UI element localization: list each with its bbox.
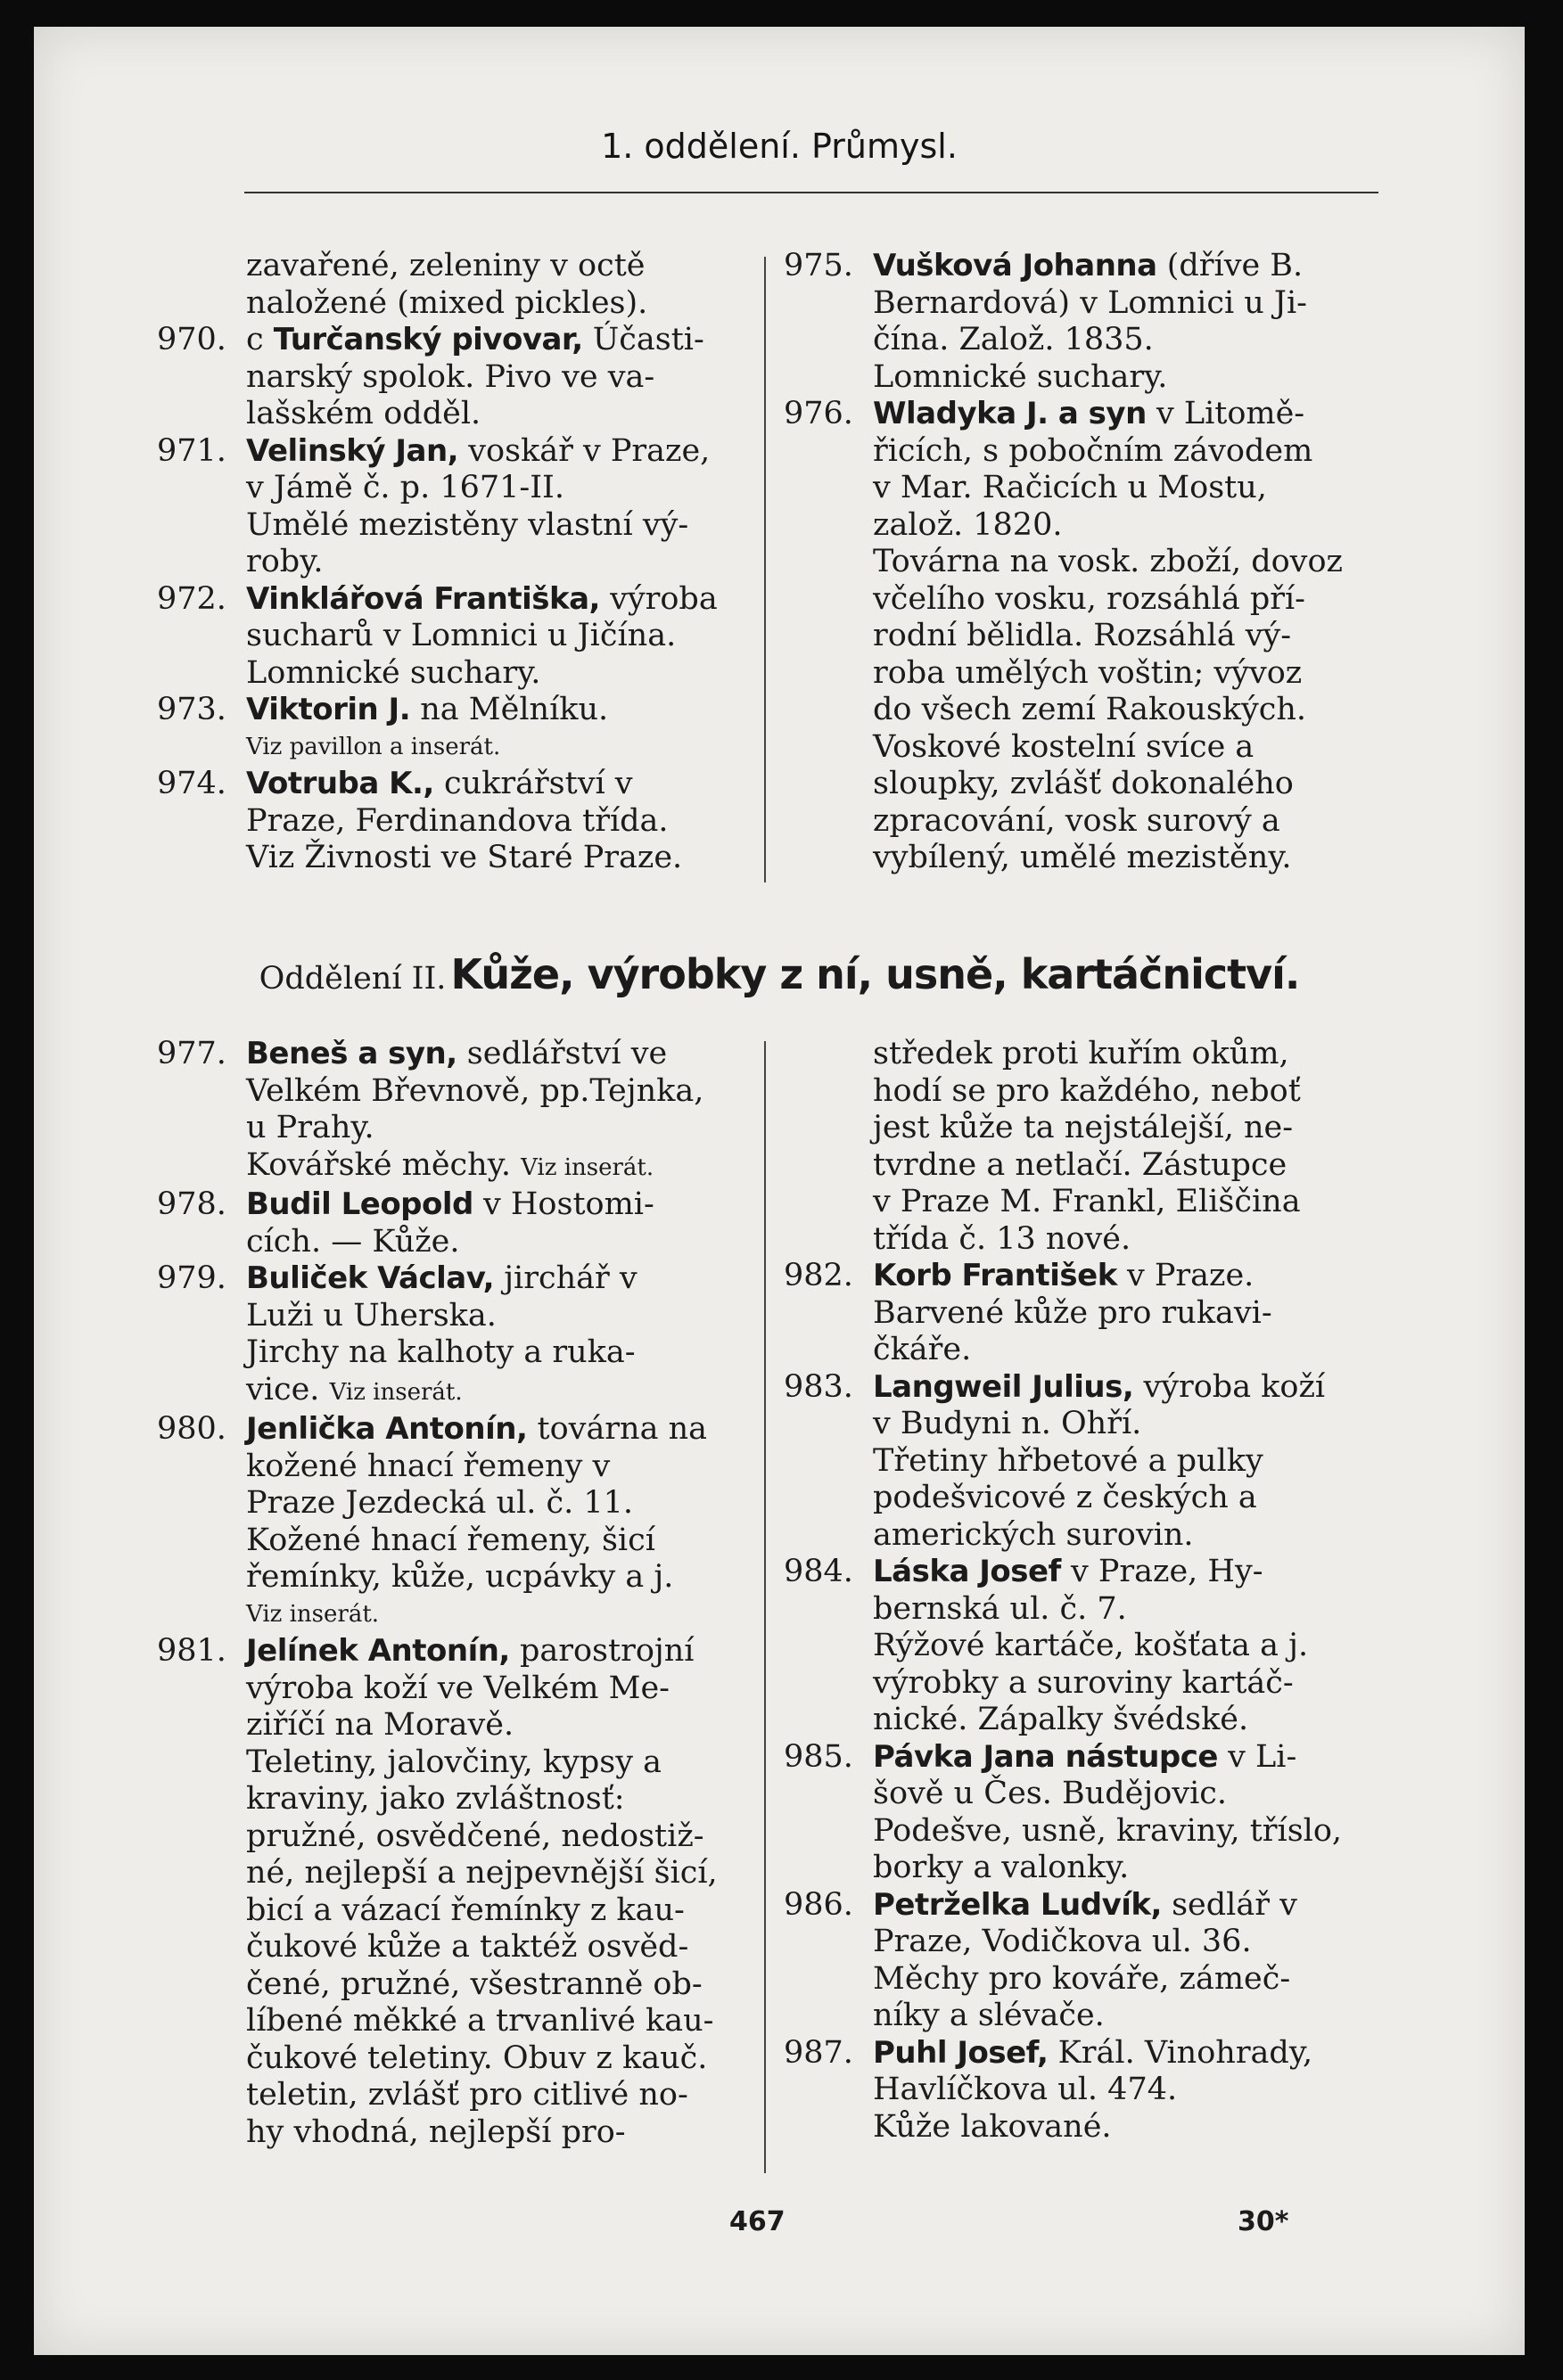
entry-name: Beneš a syn, [246,1036,457,1071]
entry-number: 981. [157,1633,226,1669]
entry-981: 981. Jelínek Antonín, parostrojní výroba koží ve Velkém Me- ziříčí na Moravě. Teletiny, jalovčiny, kypsy a kraviny, jako zvláštnosť: pružné, osvědčené, nedostiž- né, nejlepší a nejpevnější šicí, bicí a vázací řemínky z kau- čukové kůže a taktéž osvěd- čené, pružné, všestranně ob- líbené měkké a trvanlivé kau- čukové teletiny. Obuv z kauč. teletin, zvlášť pro citlivé no- hy vhodná, nejlepší pro- [157,1633,718,2150]
entry-971: 971. Velinský Jan, voskář v Praze, v Jámě č. p. 1671-II. Umělé mezistěny vlastní vý- roby. [157,432,711,579]
entry-number: 980. [157,1411,226,1447]
entry-number: 982. [784,1258,853,1293]
entry-970: 970. c Turčanský pivovar, Účasti- narský spolok. Pivo ve va- lašském odděl. [157,322,704,431]
entry-name: Petrželka Ludvík, [873,1886,1162,1923]
entry-name: Vušková Johanna [873,248,1157,283]
entry-name: Vinklářová Františka, [246,580,600,617]
printer-signature: 30* [1238,2206,1289,2237]
entry-number: 983. [784,1368,853,1405]
page-header: 1. oddělení. Průmysl. [601,127,958,166]
section-heading [34,950,1525,998]
continued-text: zavařené, zeleniny v octě naložené (mixed pickles). [246,248,648,321]
column-divider-bottom [764,1041,766,2173]
entry-986: 986. Petrželka Ludvík, sedlář v Praze, Vodičkova ul. 36. Měchy pro kováře, zámeč- níky a slévače. [784,1886,1297,2033]
top-left-column [157,248,745,877]
header-rule [244,192,1378,193]
bottom-right-column [784,1036,1379,2146]
entry-984: 984. Láska Josef v Praze, Hy- bernská ul. č. 7. Rýžové kartáče, košťata a j. výrobky a suroviny kartáč- nické. Zápalky švédské. [784,1554,1309,1737]
section-label: Oddělení II. [259,961,447,997]
entry-973: 973. Viktorin J. na Mělníku. Viz pavillon a inserát. [157,692,609,760]
entry-974: 974. Votruba K., cukrářství v Praze, Ferdinandova třída. Viz Živnosti ve Staré Praze. [157,766,683,875]
entry-978: 978. Budil Leopold v Hostomi- cích. — Kůže. [157,1186,654,1260]
entry-979: 979. Buliček Václav, jirchář v Luži u Uherska. Jirchy na kalhoty a ruka- vice. Viz inserát. [157,1260,638,1407]
entry-number: 974. [157,766,226,801]
entry-number: 985. [784,1738,853,1775]
entry-972: 972. Vinklářová Františka, výroba sucharů v Lomnici u Jičína. Lomnické suchary. [157,580,718,691]
entry-983: 983. Langweil Julius, výroba koží v Budyni n. Ohří. Třetiny hřbetové a pulky podešvicové z českých a amerických surovin. [784,1368,1326,1553]
entry-number: 978. [157,1186,226,1222]
page-number: 467 [729,2206,786,2237]
entry-number: 973. [157,692,226,727]
entry-977: 977. Beneš a syn, sedlářství ve Velkém Břevnově, pp.Tejnka, u Prahy. Kovářské měchy. Viz inserát. [157,1036,704,1183]
entry-name: Langweil Julius, [873,1368,1134,1405]
entry-number: 976. [784,396,853,431]
entry-name: Budil Leopold [246,1186,473,1222]
entry-number: 977. [157,1036,226,1071]
entry-name: Puhl Josef, [873,2034,1049,2071]
entry-number: 979. [157,1260,226,1296]
entry-number: 987. [784,2034,853,2071]
entry-name: Votruba K., [246,766,434,801]
entry-number: 972. [157,580,226,617]
entry-name: Buliček Václav, [246,1260,495,1296]
entry-name: Jelínek Antonín, [246,1633,510,1669]
entry-985: 985. Pávka Jana nástupce v Li- šově u Čes. Budějovic. Podešve, usně, kraviny, tříslo, borky a valonky. [784,1738,1343,1885]
entry-number: 971. [157,432,226,469]
continued-text: středek proti kuřím okům, hodí se pro každého, neboť jest kůže ta nejstálejší, ne- tvrdne a netlačí. Zástupce v Praze M. Frankl, Eliščina třída č. 13 nové. [873,1036,1301,1257]
entry-number: 970. [157,322,226,357]
entry-982: 982. Korb František v Praze. Barvené kůže pro rukavi- čkáře. [784,1258,1272,1367]
entry-name: Wladyka J. a syn [873,396,1147,431]
entry-name: Pávka Jana nástupce [873,1738,1218,1775]
entry-number: 984. [784,1554,853,1589]
entry-name: Jenlička Antonín, [246,1411,528,1447]
entry-name: Korb František [873,1258,1117,1293]
entry-name: Velinský Jan, [246,432,459,469]
entry-name: Láska Josef [873,1554,1061,1589]
entry-975: 975. Vušková Johanna (dříve B. Bernardová) v Lomnici u Ji- čína. Založ. 1835. Lomnické suchary. [784,248,1307,395]
entry-name: Turčanský pivovar, [273,322,583,357]
entry-number: 986. [784,1886,853,1923]
column-divider-top [764,257,766,882]
section-title: Kůže, výrobky z ní, usně, kartáčnictví. [450,950,1300,998]
bottom-left-column [157,1036,745,2151]
entry-987: 987. Puhl Josef, Král. Vinohrady, Havlíčkova ul. 474. Kůže lakované. [784,2034,1313,2145]
entry-976: 976. Wladyka J. a syn v Litomě- řicích, s pobočním závodem v Mar. Račicích u Mostu, založ. 1820. Továrna na vosk. zboží, dovoz včelího vosku, rozsáhlá pří- rodní bělidla. Rozsáhlá vý- roba umělých voštin; vývoz do všech zemí Rakouských. Voskové kostelní svíce a sloupky, zvlášť dokonalého zpracování, vosk surový a vybílený, umělé mezistěny. [784,396,1343,875]
book-page [34,27,1525,2355]
entry-980: 980. Jenlička Antonín, továrna na kožené hnací řemeny v Praze Jezdecká ul. č. 11. Kožené hnací řemeny, šicí řemínky, kůže, ucpávky a j. Viz inserát. [157,1411,707,1628]
top-right-column [784,248,1379,877]
entry-number: 975. [784,248,853,283]
entry-name: Viktorin J. [246,692,411,727]
